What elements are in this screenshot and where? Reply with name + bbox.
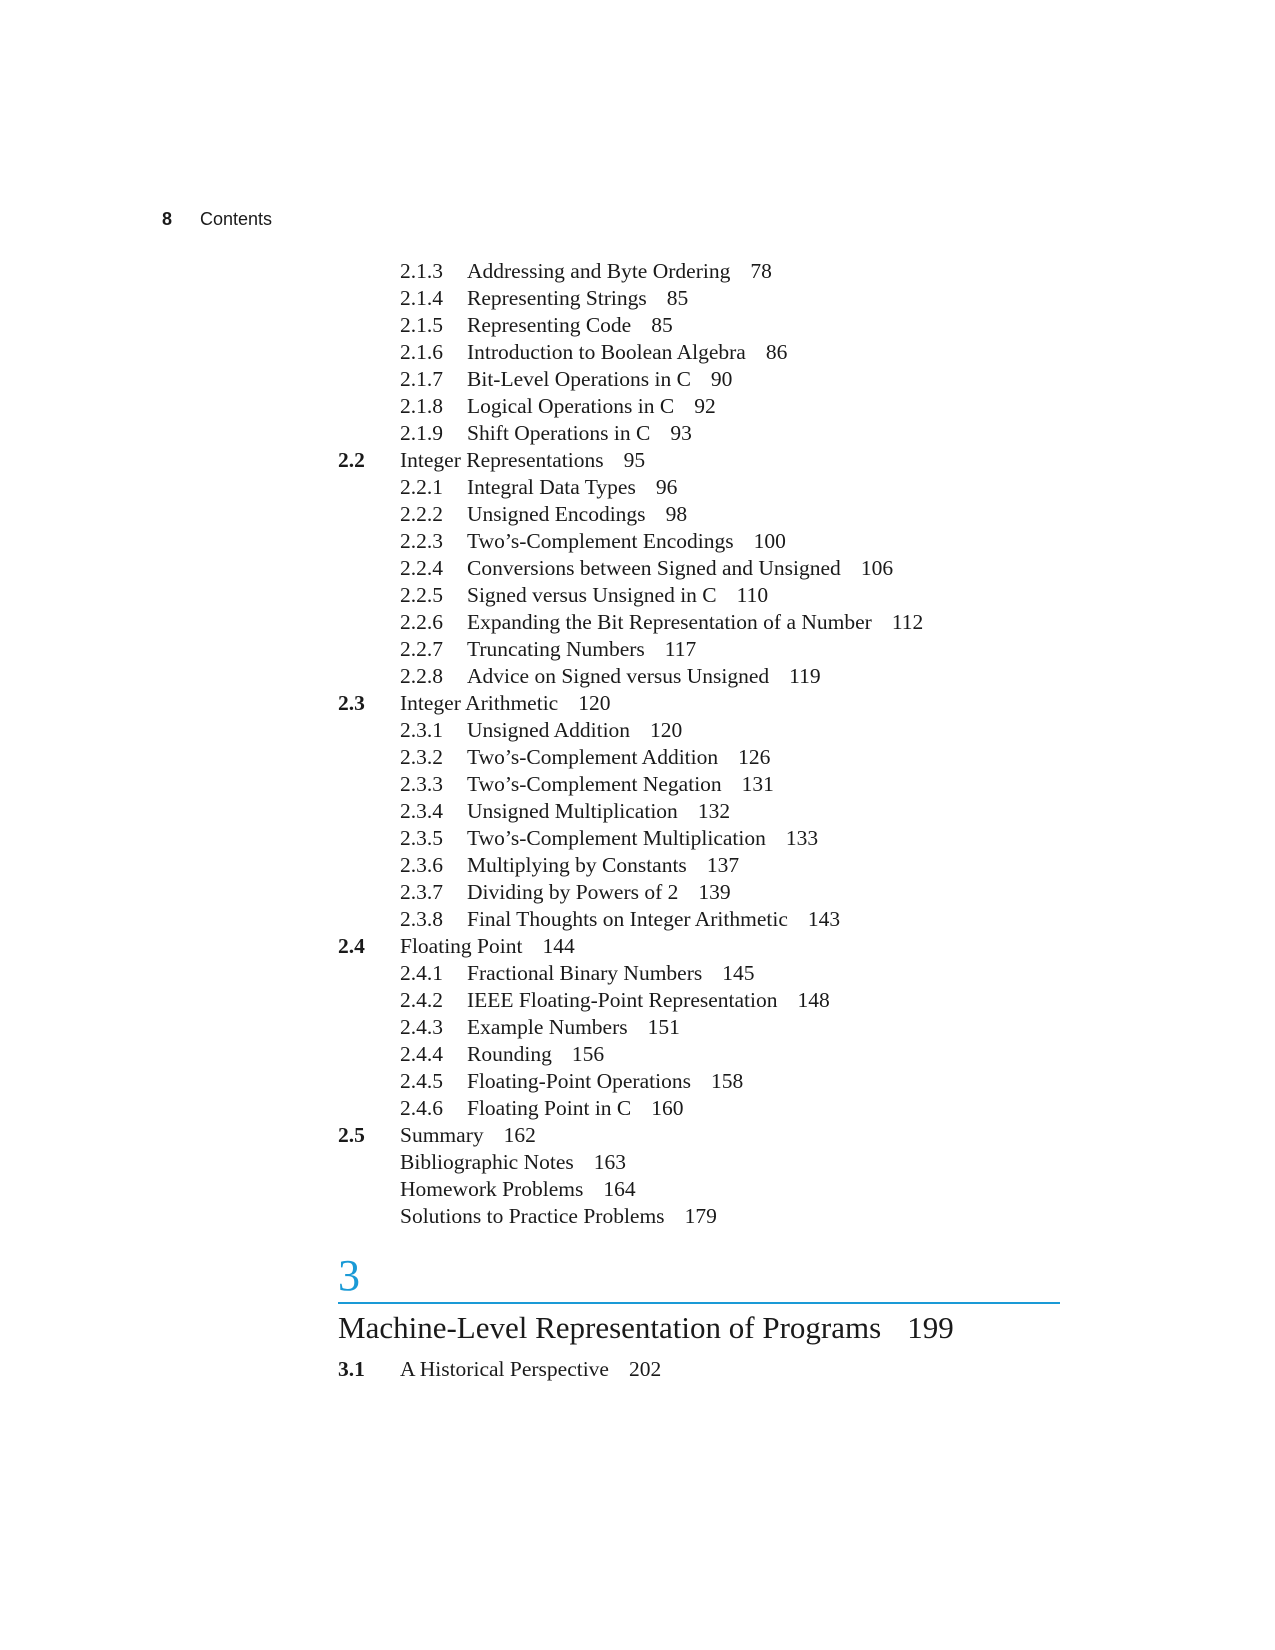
toc-entry-extra[interactable] [338, 1176, 1098, 1203]
toc-entry-sub[interactable] [338, 987, 1098, 1014]
toc-entry-page: 156 [571, 1042, 605, 1066]
toc-entry-title: Unsigned Multiplication [467, 799, 678, 823]
toc-entry-number: 2.3.5 [400, 826, 443, 850]
toc-entry-page: 92 [694, 394, 716, 418]
toc-entry-number: 2.2.8 [400, 664, 443, 688]
toc-entry-title: Rounding [467, 1042, 552, 1066]
toc-entry-page: 202 [628, 1357, 662, 1381]
toc-entry-page: 110 [736, 583, 769, 607]
toc-entry-number: 2.1.3 [400, 259, 443, 283]
toc-entry-number: 2.3.6 [400, 853, 443, 877]
toc-entry-sub[interactable] [338, 771, 1098, 798]
toc-entry-title: Unsigned Addition [467, 718, 631, 742]
toc-entry-title: Integer Arithmetic [400, 691, 559, 715]
toc-entry-sub[interactable] [338, 339, 1098, 366]
toc-entry-page: 117 [664, 637, 697, 661]
toc-entry-sub[interactable] [338, 1095, 1098, 1122]
toc-entry-page: 131 [741, 772, 774, 796]
chapter-title: Machine-Level Representation of Programs [338, 1310, 882, 1345]
toc-entry-section[interactable] [338, 1122, 1098, 1149]
toc-entry-title: Integral Data Types [467, 475, 636, 499]
chapter-page: 199 [907, 1310, 954, 1345]
toc-entry-page: 132 [697, 799, 731, 823]
toc-entry-page: 151 [647, 1015, 680, 1039]
toc-entry-page: 90 [710, 367, 733, 391]
toc-entry-page: 179 [684, 1204, 717, 1228]
chapter-number: 3 [338, 1251, 360, 1300]
toc-entry-number: 2.4.4 [400, 1042, 443, 1066]
toc-entry-number: 2.2.1 [400, 475, 443, 499]
toc-entry-sub[interactable] [338, 1014, 1098, 1041]
toc-entry-sub[interactable] [338, 744, 1098, 771]
toc-entry-title: Summary [400, 1123, 484, 1147]
toc-entry-number: 2.1.5 [400, 313, 443, 337]
toc-entry-number: 2.3.8 [400, 907, 443, 931]
toc-entry-number: 2.2.4 [400, 556, 443, 580]
toc-entry-page: 120 [650, 718, 683, 742]
toc-entry-sub[interactable] [338, 528, 1098, 555]
toc-entry-title: Truncating Numbers [467, 637, 645, 661]
toc-entry-title: Two’s-Complement Multiplication [467, 826, 766, 850]
toc-entry-page: 86 [765, 340, 788, 364]
toc-entry-title: Conversions between Signed and Unsigned [467, 556, 841, 580]
toc-entry-title: Shift Operations in C [467, 421, 651, 445]
toc-entry-sub[interactable] [338, 717, 1098, 744]
toc-entry-number: 2.4.6 [400, 1096, 443, 1120]
toc-entry-sub[interactable] [338, 906, 1098, 933]
toc-entry-number: 2.3.4 [400, 799, 443, 823]
toc-entry-page: 158 [710, 1069, 744, 1093]
toc-entry-page: 78 [750, 259, 772, 283]
toc-entry-page: 126 [738, 745, 771, 769]
toc-entry-title: A Historical Perspective [400, 1357, 609, 1381]
toc-entry-sub[interactable] [338, 393, 1098, 420]
toc-entry-sub[interactable] [338, 1041, 1098, 1068]
toc-entry-number: 2.1.8 [400, 394, 443, 418]
toc-entry-number: 2.2.2 [400, 502, 443, 526]
toc-entry-page: 148 [797, 988, 830, 1012]
toc-list [338, 258, 1098, 1230]
toc-entry-page: 164 [603, 1177, 636, 1201]
toc-entry-page: 119 [789, 664, 821, 688]
toc-entry-title: Fractional Binary Numbers [467, 961, 703, 985]
toc-entry-number: 2.2.6 [400, 610, 443, 634]
toc-entry-number: 2.1.7 [400, 367, 443, 391]
toc-entry-page: 145 [722, 961, 755, 985]
toc-entry-title: IEEE Floating-Point Representation [467, 988, 778, 1012]
toc-entry-section[interactable] [338, 1356, 1060, 1383]
toc-entry-page: 120 [578, 691, 611, 715]
toc-entry-page: 143 [807, 907, 841, 931]
toc-entry-page: 137 [706, 853, 740, 877]
toc-entry-page: 144 [542, 934, 575, 958]
toc-entry-page: 100 [753, 529, 786, 553]
toc-entry-title: Homework Problems [400, 1177, 584, 1201]
toc-entry-sub[interactable] [338, 960, 1098, 987]
toc-entry-sub[interactable] [338, 1068, 1098, 1095]
toc-entry-number: 2.4 [338, 934, 365, 958]
toc-entry-section[interactable] [338, 447, 1098, 474]
running-head-label: Contents [200, 209, 273, 229]
toc-entry-title: Multiplying by Constants [467, 853, 687, 877]
toc-entry-sub[interactable] [338, 609, 1098, 636]
toc-entry-sub[interactable] [338, 474, 1098, 501]
toc-entry-title: Floating Point [400, 934, 523, 958]
toc-entry-sub[interactable] [338, 420, 1098, 447]
toc-entry-sub[interactable] [338, 366, 1098, 393]
toc-entry-sub[interactable] [338, 798, 1098, 825]
toc-entry-title: Logical Operations in C [467, 394, 675, 418]
toc-entry-page: 95 [623, 448, 646, 472]
toc-entry-title: Example Numbers [467, 1015, 628, 1039]
toc-entry-number: 2.3.3 [400, 772, 443, 796]
toc-entry-extra[interactable] [338, 1149, 1098, 1176]
toc-entry-sub[interactable] [338, 582, 1098, 609]
toc-entry-sub[interactable] [338, 312, 1098, 339]
running-head [162, 208, 272, 230]
toc-entry-number: 2.4.5 [400, 1069, 443, 1093]
toc-entry-number: 2.3 [338, 691, 365, 715]
toc-entry-page: 160 [651, 1096, 684, 1120]
toc-entry-number: 2.1.4 [400, 286, 443, 310]
toc-entry-sub[interactable] [338, 258, 1098, 285]
toc-entry-title: Floating-Point Operations [467, 1069, 691, 1093]
toc-entry-number: 2.2.5 [400, 583, 443, 607]
toc-entry-title: Expanding the Bit Representation of a Number [467, 610, 872, 634]
toc-entry-page: 112 [891, 610, 924, 634]
toc-entry-page: 106 [860, 556, 894, 580]
toc-entry-sub[interactable] [338, 555, 1098, 582]
toc-entry-number: 2.5 [338, 1123, 365, 1147]
toc-entry-section[interactable] [338, 690, 1098, 717]
toc-entry-page: 93 [670, 421, 692, 445]
chapter-rule [338, 1302, 1060, 1304]
toc-entry-sub[interactable] [338, 636, 1098, 663]
toc-entry-sub[interactable] [338, 852, 1098, 879]
toc-entry-number: 2.1.9 [400, 421, 443, 445]
toc-entry-title: Introduction to Boolean Algebra [467, 340, 746, 364]
toc-entry-number: 2.1.6 [400, 340, 443, 364]
toc-entry-title: Two’s-Complement Negation [467, 772, 722, 796]
toc-entry-page: 139 [698, 880, 731, 904]
toc-entry-number: 2.2.7 [400, 637, 443, 661]
toc-entry-page: 85 [651, 313, 673, 337]
toc-entry-title: Two’s-Complement Addition [467, 745, 719, 769]
toc-entry-number: 2.2 [338, 448, 365, 472]
chapter-title-row [338, 1306, 1060, 1350]
toc-entry-title: Bit-Level Operations in C [467, 367, 691, 391]
toc-entry-title: Solutions to Practice Problems [400, 1204, 665, 1228]
toc-entry-title: Integer Representations [400, 448, 604, 472]
toc-entry-number: 2.3.2 [400, 745, 443, 769]
toc-entry-sub[interactable] [338, 663, 1098, 690]
toc-entry-number: 3.1 [338, 1357, 365, 1381]
chapter-heading [338, 1252, 1060, 1383]
toc-entry-page: 133 [785, 826, 819, 850]
toc-entry-sub[interactable] [338, 825, 1098, 852]
toc-entry-title: Final Thoughts on Integer Arithmetic [467, 907, 788, 931]
toc-entry-sub[interactable] [338, 879, 1098, 906]
toc-entry-title: Representing Strings [467, 286, 647, 310]
toc-entry-sub[interactable] [338, 285, 1098, 312]
toc-entry-extra[interactable] [338, 1203, 1098, 1230]
toc-entry-title: Dividing by Powers of 2 [467, 880, 679, 904]
toc-entry-title: Two’s-Complement Encodings [467, 529, 734, 553]
toc-entry-page: 98 [665, 502, 688, 526]
toc-entry-page: 96 [655, 475, 678, 499]
toc-entry-title: Signed versus Unsigned in C [467, 583, 717, 607]
toc-entry-number: 2.4.3 [400, 1015, 443, 1039]
toc-entry-page: 85 [666, 286, 689, 310]
page-number: 8 [162, 209, 173, 229]
toc-entry-page: 162 [503, 1123, 536, 1147]
toc-entry-title: Representing Code [467, 313, 632, 337]
toc-entry-page: 163 [593, 1150, 627, 1174]
toc-entry-number: 2.2.3 [400, 529, 443, 553]
toc-entry-number: 2.4.2 [400, 988, 443, 1012]
toc-entry-number: 2.3.1 [400, 718, 443, 742]
toc-entry-title: Advice on Signed versus Unsigned [467, 664, 770, 688]
toc-entry-title: Bibliographic Notes [400, 1150, 574, 1174]
toc-entry-title: Floating Point in C [467, 1096, 632, 1120]
toc-entry-title: Addressing and Byte Ordering [467, 259, 731, 283]
toc-entry-title: Unsigned Encodings [467, 502, 646, 526]
toc-entry-sub[interactable] [338, 501, 1098, 528]
toc-entry-number: 2.4.1 [400, 961, 443, 985]
toc-entry-number: 2.3.7 [400, 880, 443, 904]
toc-entry-section[interactable] [338, 933, 1098, 960]
